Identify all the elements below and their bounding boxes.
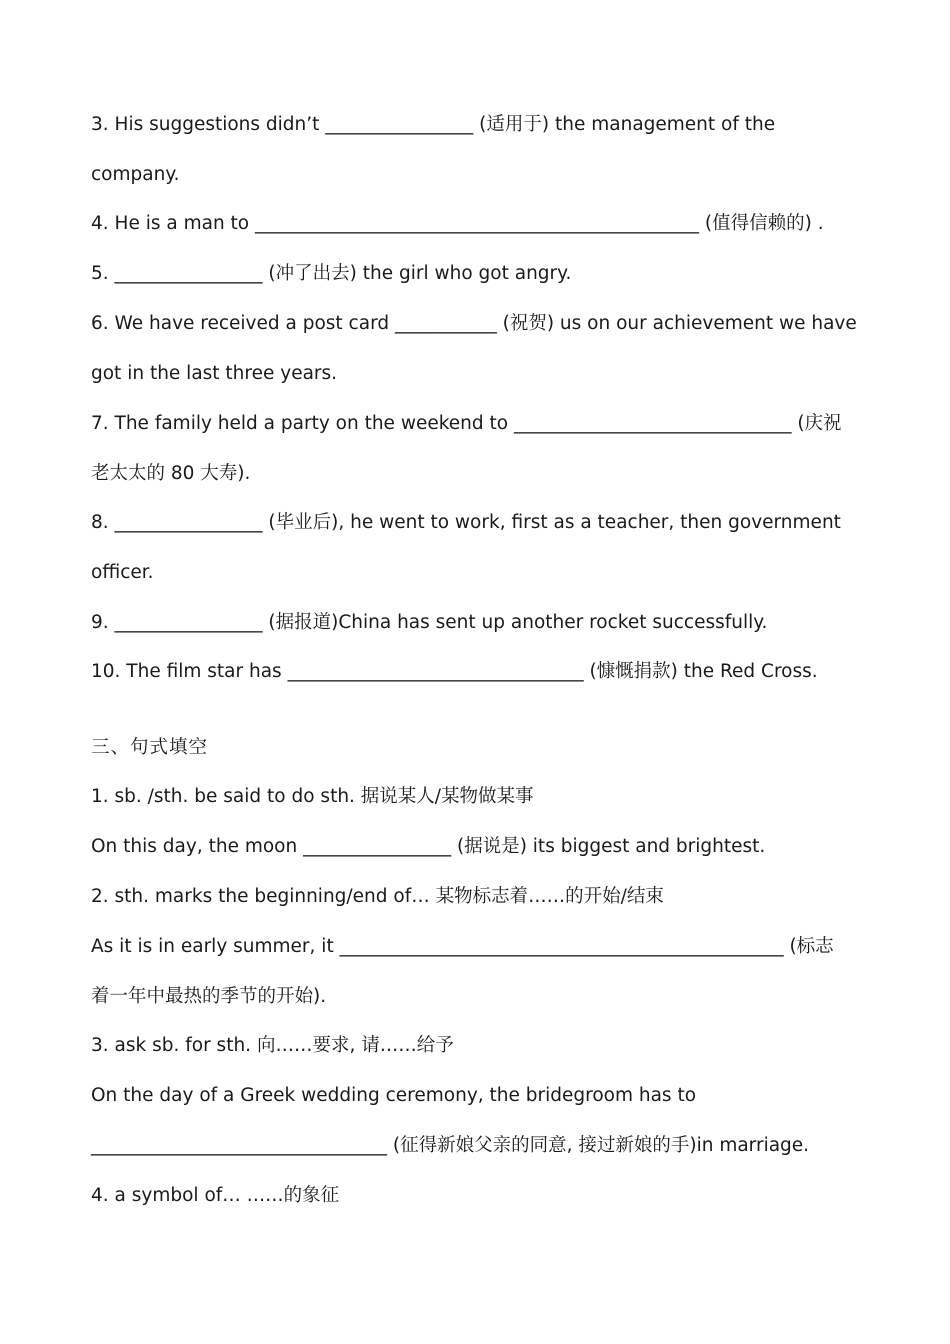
exercise-5: 5. ________________ (冲了出去) the girl who got angry. bbox=[91, 263, 572, 284]
pattern-2-title: 2. sth. marks the beginning/end of… 某物标志着……的开始/结束 bbox=[91, 886, 664, 907]
exercise-10: 10. The film star has ________________________________ (慷慨捐款) the Red Cross. bbox=[91, 661, 818, 682]
exercise-3-line-1: 3. His suggestions didn’t ________________ (适用于) the management of the bbox=[91, 114, 776, 135]
pattern-3-title: 3. ask sb. for sth. 向……要求, 请……给予 bbox=[91, 1035, 454, 1056]
pattern-3-example-line-1: On the day of a Greek wedding ceremony, the bridegroom has to bbox=[91, 1085, 697, 1106]
exercise-6-line-1: 6. We have received a post card ___________ (祝贺) us on our achievement we have bbox=[91, 313, 857, 334]
exercise-7-line-2: 老太太的 80 大寿). bbox=[91, 463, 251, 484]
pattern-3-example-line-2: ________________________________ (征得新娘父亲的同意, 接过新娘的手)in marriage. bbox=[91, 1135, 810, 1156]
exercise-8-line-1: 8. ________________ (毕业后), he went to work, first as a teacher, then government bbox=[91, 512, 841, 533]
pattern-1-title: 1. sb. /sth. be said to do sth. 据说某人/某物做某事 bbox=[91, 786, 534, 807]
pattern-1-example: On this day, the moon ________________ (据说是) its biggest and brightest. bbox=[91, 836, 766, 857]
exercise-8-line-2: officer. bbox=[91, 562, 154, 583]
exercise-4: 4. He is a man to ________________________________________________ (值得信赖的) . bbox=[91, 213, 824, 234]
exercise-7-line-1: 7. The family held a party on the weekend to ______________________________ (庆祝 bbox=[91, 413, 842, 434]
exercise-9: 9. ________________ (据报道)China has sent up another rocket successfully. bbox=[91, 612, 768, 633]
pattern-4-title: 4. a symbol of… ……的象征 bbox=[91, 1185, 340, 1206]
pattern-2-example-line-2: 着一年中最热的季节的开始). bbox=[91, 986, 327, 1007]
section-heading: 三、句式填空 bbox=[91, 737, 209, 758]
exercise-6-line-2: got in the last three years. bbox=[91, 363, 338, 384]
pattern-2-example-line-1: As it is in early summer, it ________________________________________________ (标志 bbox=[91, 936, 834, 957]
exercise-3-line-2: company. bbox=[91, 164, 180, 185]
